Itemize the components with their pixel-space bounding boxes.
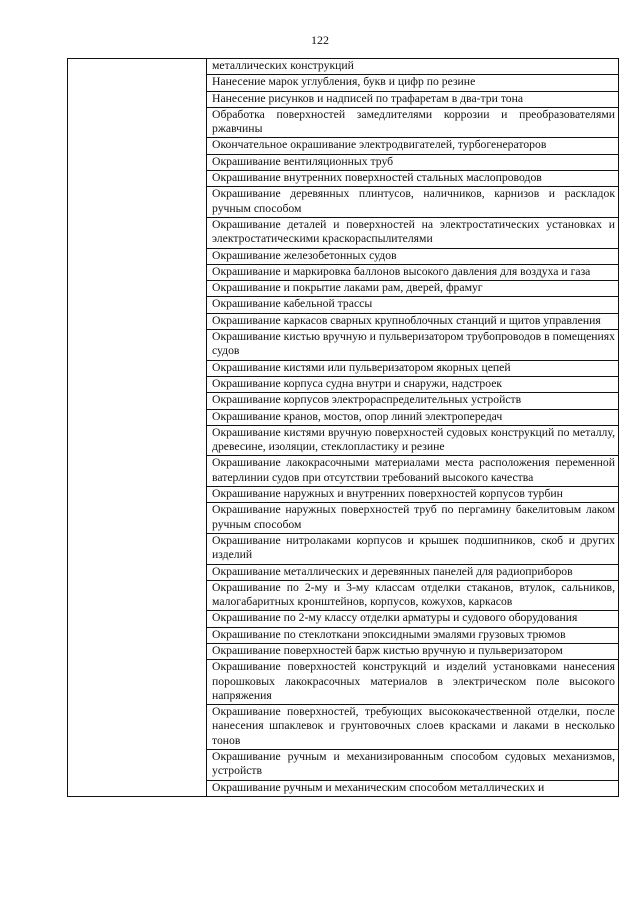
table-row bbox=[68, 59, 619, 797]
list-item: Окрашивание наружных и внутренних поверхностей корпусов турбин bbox=[207, 487, 618, 503]
list-item: Окрашивание лакокрасочными материалами места расположения переменной ватерлинии судов при отсутствии требований высокого качества bbox=[207, 456, 618, 487]
list-item: Окрашивание кабельной трассы bbox=[207, 297, 618, 313]
entries-list bbox=[207, 59, 618, 796]
list-item: Окрашивание по стеклоткани эпоксидными эмалями грузовых трюмов bbox=[207, 628, 618, 644]
list-item: Окрашивание вентиляционных труб bbox=[207, 155, 618, 171]
list-item: Окрашивание поверхностей, требующих высококачественной отделки, после нанесения шпаклевок и грунтовочных слоев красками и лаками в несколько тонов bbox=[207, 705, 618, 750]
list-item: Окрашивание поверхностей барж кистью вручную и пульверизатором bbox=[207, 644, 618, 660]
list-item: Окрашивание кистью вручную и пульверизатором трубопроводов в помещениях судов bbox=[207, 330, 618, 361]
list-item: Окрашивание наружных поверхностей труб по пергамину бакелитовым лаком ручным способом bbox=[207, 503, 618, 534]
list-item: Окрашивание ручным и механическим способом металлических и bbox=[212, 780, 545, 794]
list-item: Окрашивание и маркировка баллонов высокого давления для воздуха и газа bbox=[207, 265, 618, 281]
list-item: Окрашивание кистями или пульверизатором якорных цепей bbox=[207, 361, 618, 377]
list-item: Окрашивание деревянных плинтусов, наличников, карнизов и раскладок ручным способом bbox=[207, 187, 618, 218]
list-item: Окрашивание по 2-му и 3-му классам отделки стаканов, втулок, сальников, малогабаритных кронштейнов, корпусов, кожухов, каркасов bbox=[207, 581, 618, 612]
list-item: Окрашивание корпуса судна внутри и снаружи, надстроек bbox=[207, 377, 618, 393]
page-number: 122 bbox=[311, 33, 329, 47]
list-item: Окрашивание по 2-му классу отделки арматуры и судового оборудования bbox=[207, 611, 618, 627]
list-item: Обработка поверхностей замедлителями коррозии и преобразователями ржавчины bbox=[207, 108, 618, 139]
document-table bbox=[67, 58, 619, 797]
list-item: Окрашивание кранов, мостов, опор линий электропередач bbox=[207, 410, 618, 426]
list-item: Окрашивание поверхностей конструкций и изделий установками нанесения порошковых лакокрасочных материалов в электрическом поле высокого напряжения bbox=[207, 660, 618, 705]
list-item: Окрашивание и покрытие лаками рам, дверей, фрамуг bbox=[207, 281, 618, 297]
list-item: Нанесение марок углубления, букв и цифр по резине bbox=[207, 75, 618, 91]
list-item: металлических конструкций bbox=[207, 59, 618, 75]
list-item: Окончательное окрашивание электродвигателей, турбогенераторов bbox=[207, 138, 618, 154]
entries-column-cell bbox=[207, 59, 619, 797]
list-item: Окрашивание корпусов электрораспределительных устройств bbox=[207, 393, 618, 409]
list-item: Окрашивание деталей и поверхностей на электростатических установках и электростатическими краскораспылителями bbox=[207, 218, 618, 249]
left-column-cell bbox=[68, 59, 207, 797]
list-item: Окрашивание нитролаками корпусов и крышек подшипников, скоб и других изделий bbox=[207, 534, 618, 565]
list-item: Нанесение рисунков и надписей по трафаретам в два-три тона bbox=[207, 92, 618, 108]
list-item: Окрашивание внутренних поверхностей стальных маслопроводов bbox=[207, 171, 618, 187]
list-item: Окрашивание железобетонных судов bbox=[207, 249, 618, 265]
list-item: Окрашивание ручным и механизированным способом судовых механизмов, устройств bbox=[207, 750, 618, 781]
list-item: Окрашивание каркасов сварных крупноблочных станций и щитов управления bbox=[207, 314, 618, 330]
list-item: Окрашивание кистями вручную поверхностей судовых конструкций по металлу, древесине, изоляции, стеклопластику и резине bbox=[207, 426, 618, 457]
list-item: Окрашивание металлических и деревянных панелей для радиоприборов bbox=[207, 565, 618, 581]
